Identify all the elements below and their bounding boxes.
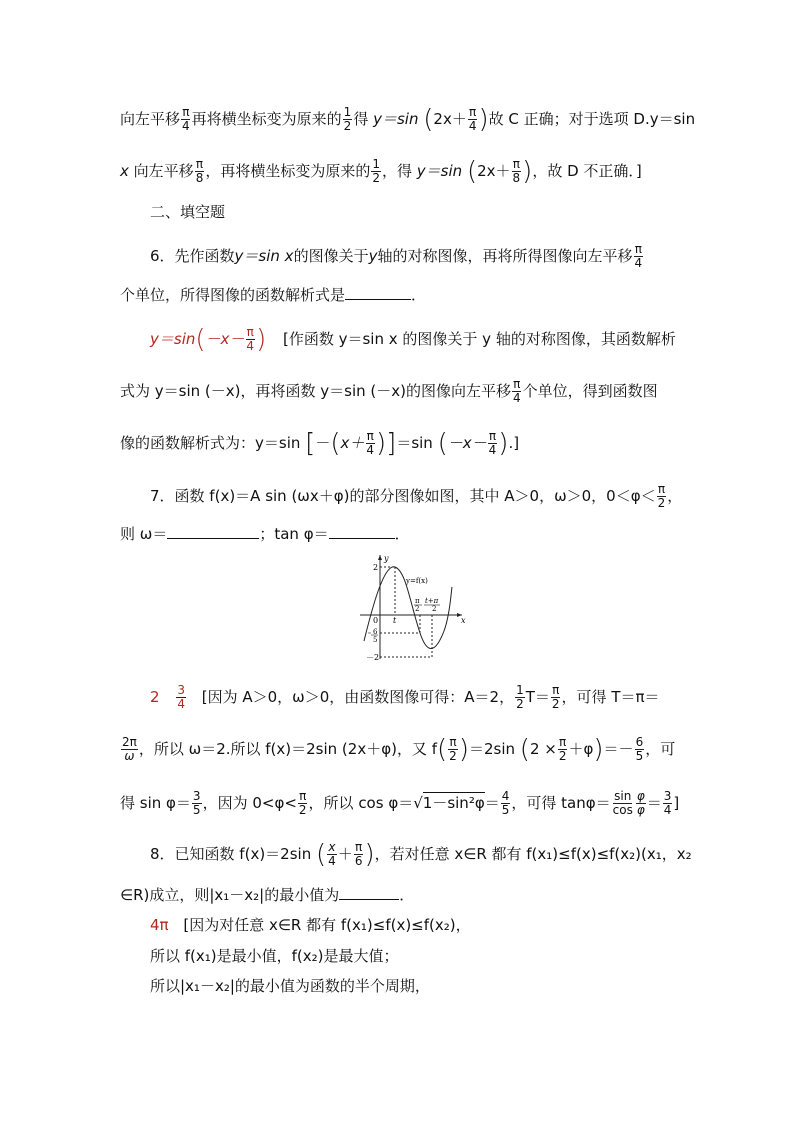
fraction (612, 790, 634, 817)
fraction (448, 736, 458, 763)
num: x (328, 840, 336, 854)
answer-tan-fraction (176, 684, 186, 711)
answer-blank[interactable] (339, 885, 399, 900)
fraction (515, 684, 525, 711)
answer-blank[interactable] (345, 285, 411, 300)
answer-omega: 2 (150, 688, 160, 706)
answer-blank-omega[interactable] (167, 524, 259, 539)
math: y＝sin (416, 162, 463, 180)
text: [作函数 y＝sin x 的图像关于 y 轴的对称图像，其函数解析 (283, 330, 676, 348)
text: ，可得 tanφ＝ (511, 794, 611, 812)
den: 2 (343, 119, 352, 133)
paren: ) (522, 156, 533, 187)
fraction (121, 736, 138, 763)
text: 的图像关于 (293, 247, 369, 265)
text: ＝2sin (468, 740, 516, 758)
fraction (195, 158, 205, 185)
den: 4 (177, 697, 185, 711)
den: 5 (192, 803, 201, 817)
answer-text: y＝sin (150, 330, 196, 348)
den: 4 (468, 119, 477, 133)
fraction (343, 106, 353, 133)
den: φ (636, 803, 645, 817)
function-label: y=f(x) (406, 577, 428, 585)
paren: ) (364, 839, 375, 870)
num: 3 (177, 683, 185, 697)
num: 1 (516, 683, 524, 697)
text-line-2 (120, 158, 642, 185)
den: 4 (328, 854, 336, 868)
tick-t-plus-pi-half-den: 2 (432, 605, 437, 613)
den: 2 (449, 749, 457, 763)
num: π (469, 105, 477, 119)
math: ＝sin (396, 434, 433, 452)
num: π (657, 482, 666, 496)
fraction (488, 430, 498, 457)
den: 2 (657, 496, 666, 510)
text: 向左平移 (120, 110, 181, 128)
paren: ( (330, 428, 341, 459)
fraction (558, 736, 568, 763)
den: 2 (298, 803, 307, 817)
section-heading: 二、填空题 (150, 203, 226, 221)
text: ，所以 ω＝2.所以 f(x)＝2sin (2x＋φ)，又 f (138, 740, 438, 758)
tick-t: t (393, 616, 397, 625)
answer-8-line-2: 所以 f(x₁)是最小值，f(x₂)是最大值； (150, 947, 399, 965)
text: 向左平移 (133, 162, 194, 180)
tick-2: 2 (373, 563, 379, 572)
text: 轴的对称图像，再将所得图像向左平移 (377, 247, 633, 265)
paren: ( (437, 428, 448, 459)
fraction (551, 684, 561, 711)
tick-t-plus-pi-half-num: t+π (425, 597, 439, 605)
den: 5 (501, 803, 510, 817)
answer-7-line-1 (150, 684, 660, 711)
answer-blank-tan[interactable] (329, 524, 395, 539)
fraction (663, 790, 673, 817)
fraction (635, 736, 645, 763)
num: π (512, 157, 520, 171)
tick-5: 5 (373, 636, 378, 644)
den: 2 (551, 697, 560, 711)
num: π (299, 789, 307, 803)
den: 6 (354, 854, 363, 868)
fraction (245, 326, 255, 353)
num: π (366, 429, 374, 443)
fraction (192, 790, 202, 817)
text: 7．函数 f(x)＝A sin (ωx＋φ)的部分图像如图，其中 A＞0，ω＞0，0＜φ＜ (150, 487, 656, 505)
fraction (354, 841, 364, 868)
text: ，故 D 不正确．] (532, 162, 642, 180)
num: sin (614, 789, 632, 803)
math: y＝sin x (234, 247, 294, 265)
num: π (488, 429, 497, 443)
y-axis-arrow (378, 555, 382, 560)
text: ，再将横坐标变为原来的 (205, 162, 371, 180)
x-label: x (461, 616, 466, 625)
den: 4 (182, 119, 190, 133)
text: 得 (353, 110, 369, 128)
paren: ) (593, 734, 604, 765)
math: x＋ (340, 434, 365, 452)
text: 8．已知函数 f(x)＝2sin (150, 845, 312, 863)
answer-text: －x－ (205, 330, 245, 348)
den: 8 (195, 171, 204, 185)
num: π (552, 683, 560, 697)
fraction (512, 378, 522, 405)
text: ] (673, 794, 680, 812)
num: π (513, 377, 521, 391)
text: 像的函数解析式为：y＝sin (120, 434, 301, 452)
fraction (633, 243, 643, 270)
den: 4 (634, 256, 643, 270)
text: 式为 y＝sin (－x)，再将函数 y＝sin (－x)的图像向左平移 (120, 382, 511, 400)
text: ，所以 cos φ＝ (308, 794, 414, 812)
paren: ) (478, 104, 489, 135)
text: ． (399, 886, 415, 904)
text-line-1 (120, 106, 695, 133)
math: x (120, 162, 129, 180)
den: 4 (246, 339, 255, 353)
num: 3 (663, 789, 672, 803)
num: π (449, 735, 457, 749)
text: 个单位，得到函数图 (522, 382, 658, 400)
question-8-line-2 (120, 885, 414, 905)
den: 2 (516, 697, 524, 711)
y-label: y (384, 554, 389, 563)
fraction (365, 430, 375, 457)
paren: ) (498, 428, 509, 459)
answer-7-line-3: 得 sin φ＝ $\frac{3}{5}$ ，因为 0<φ< $\frac{\pi}{2}$ ，所以 cos φ＝√1－sin²φ＝ $\frac{4}{5}$ ，可得 tanφ＝ $\frac{\sin}{\cos}$ $\frac{\varphi}{\varphi}$ ＝ $\frac{3}{4}$ ] (120, 789, 680, 817)
den: 4 (663, 803, 672, 817)
text: ． (394, 525, 410, 543)
function-graph (358, 553, 468, 663)
math: － (315, 434, 331, 452)
text: [因为对任意 x∈R 都有 f(x₁)≤f(x)≤f(x₂)， (183, 916, 471, 934)
text: [因为 A＞0，ω＞0，由函数图像可得：A＝2， (201, 688, 515, 706)
text: ；tan φ＝ (259, 525, 329, 543)
text: ， (667, 487, 683, 505)
answer-7-line-2 (120, 736, 675, 763)
text: 故 C 正确；对于选项 D.y＝sin (488, 110, 696, 128)
paren: ( (195, 324, 206, 355)
text: 个单位，所得图像的函数解析式是 (120, 286, 346, 304)
num: 4 (501, 789, 510, 803)
question-7-line-2 (120, 524, 410, 544)
num: 6 (635, 735, 644, 749)
fraction (512, 158, 522, 185)
den: 2 (558, 749, 567, 763)
question-8-line-1: 8．已知函数 f(x)＝2sin ( $\frac{x}{4}$ ＋ $\frac{\pi}{6}$ )，若对任意 x∈R 都有 f(x₁)≤f(x)≤f(x₂)(x₁，x₂ (150, 839, 692, 870)
answer-6-line-3 (120, 430, 519, 457)
fraction (327, 841, 337, 868)
num: φ (636, 789, 645, 803)
text: ＝ (646, 794, 662, 812)
tick-pi-half-num: π (415, 597, 420, 605)
text: 2 × (529, 740, 557, 758)
num: 2π (122, 735, 137, 749)
text: .] (508, 434, 520, 452)
math: －x－ (447, 434, 487, 452)
den: 8 (512, 171, 521, 185)
fraction (501, 790, 511, 817)
den: 2 (372, 171, 380, 185)
answer-6-line-2 (120, 378, 658, 405)
math: 2x＋ (433, 110, 467, 128)
text: ，可得 T＝π＝ (561, 688, 660, 706)
text: ． (411, 286, 427, 304)
num: π (195, 157, 204, 171)
math: y＝sin (373, 110, 419, 128)
num: π (355, 840, 363, 854)
num: π (559, 735, 567, 749)
paren: ] (386, 428, 397, 459)
question-6-line-2 (120, 285, 426, 305)
sqrt-content: 1－sin²φ (422, 794, 485, 812)
answer-text: 4π (150, 916, 169, 934)
den: 4 (512, 391, 521, 405)
num: π (246, 325, 254, 339)
paren: ( (423, 104, 434, 135)
answer-8-line-1 (150, 915, 471, 935)
fraction (657, 483, 667, 510)
text: 再将横坐标变为原来的 (191, 110, 342, 128)
fraction (468, 106, 478, 133)
text: 则 ω＝ (120, 525, 168, 543)
tick-neg2: －2 (366, 653, 380, 662)
fraction (298, 790, 308, 817)
text: ∈R)成立，则|x₁－x₂|的最小值为 (120, 886, 340, 904)
paren: ( (519, 734, 530, 765)
num: π (182, 105, 190, 119)
text: T＝ (525, 688, 550, 706)
paren: [ (305, 428, 316, 459)
text: 6．先作函数 (150, 247, 235, 265)
math: 2x＋ (477, 162, 511, 180)
paren: ( (437, 734, 448, 765)
den: ω (124, 749, 135, 763)
origin-label: 0 (373, 616, 379, 625)
text: ＝－ (603, 740, 634, 758)
tick-6: 6 (373, 628, 378, 636)
text: ，若对任意 x∈R 都有 f(x₁)≤f(x)≤f(x₂)(x₁，x₂ (374, 845, 692, 863)
paren: ( (466, 156, 478, 187)
question-7-line-1 (150, 483, 682, 510)
text: ，得 (381, 162, 412, 180)
den: 5 (635, 749, 644, 763)
paren: ) (458, 734, 469, 765)
den: 4 (488, 443, 497, 457)
question-6-line-1 (150, 243, 644, 270)
den: 4 (366, 443, 375, 457)
answer-6-line-1 (150, 326, 676, 353)
paren: ) (256, 324, 267, 355)
paren: ) (376, 428, 387, 459)
num: π (634, 242, 642, 256)
num: 1 (343, 105, 352, 119)
paren: ( (316, 839, 327, 870)
text: ＝ (484, 794, 500, 812)
math: y (368, 247, 378, 265)
text: 得 sin φ＝ (120, 794, 191, 812)
fraction (636, 790, 646, 817)
tick-pi-half-den: 2 (415, 605, 420, 613)
fraction (181, 106, 191, 133)
num: 3 (192, 789, 201, 803)
text: ，可 (645, 740, 676, 758)
text: ＋φ (568, 740, 594, 758)
num: 1 (372, 157, 380, 171)
den: cos (612, 803, 633, 817)
fraction (371, 158, 381, 185)
answer-8-line-3: 所以|x₁－x₂|的最小值为函数的半个周期， (150, 977, 430, 995)
text: ，因为 0<φ< (202, 794, 297, 812)
